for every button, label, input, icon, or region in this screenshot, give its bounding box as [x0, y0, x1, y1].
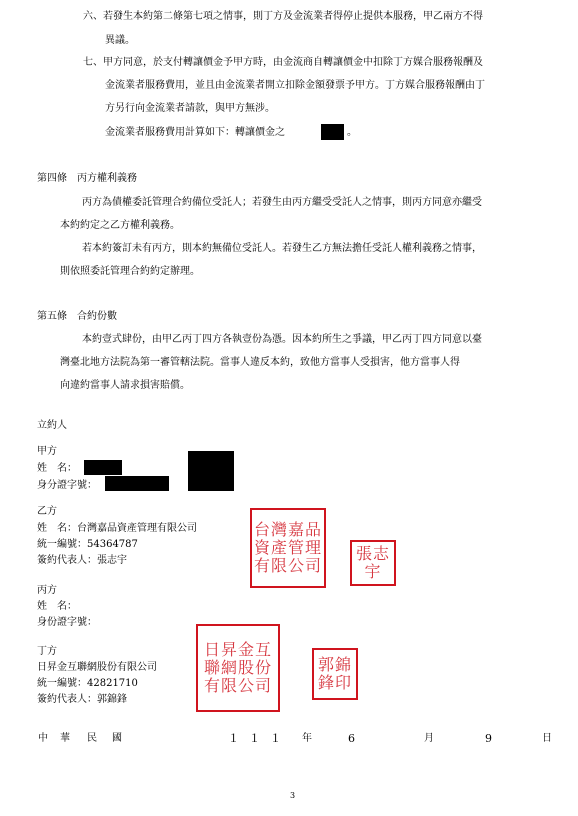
- party-d-personal-seal-text: 郭錦鋒印: [317, 655, 352, 692]
- party-d-label: 丁方: [37, 646, 57, 657]
- party-d-company-seal: [196, 624, 280, 712]
- date-day-label: 日: [542, 733, 552, 744]
- signing-date: [0, 733, 578, 747]
- date-year-label: 年: [302, 733, 312, 744]
- section-5-para-1c: 向違約當事人請求損害賠償。: [60, 380, 190, 391]
- party-a-name-label: 姓 名：: [37, 463, 77, 474]
- party-b-company-seal: [250, 508, 326, 588]
- date-char-4: 國: [112, 733, 122, 744]
- party-b-name: 姓 名：台灣嘉品資產管理有限公司: [37, 523, 197, 534]
- fee-calculation-line: 金流業者服務費用計算如下：轉讓價金之: [105, 127, 285, 138]
- party-b-company-seal-text: 台灣嘉品資產管理有限公司: [253, 520, 322, 575]
- section-5-para-1a: 本約壹式肆份，由甲乙丙丁四方各執壹份為憑。因本約所生之爭議，甲乙丙丁四方同意以臺: [82, 334, 482, 345]
- section-5-title: 第五條 合約份數: [37, 311, 117, 322]
- date-char-2: 華: [60, 733, 70, 744]
- clause-item-6: 六、若發生本約第二條第七項之情事，則丁方及金流業者得停止提供本服務，甲乙兩方不得: [83, 11, 483, 22]
- fee-line-end: 。: [347, 127, 357, 138]
- redacted-party-a-seal: [188, 451, 234, 491]
- date-char-1: 中: [38, 733, 48, 744]
- party-d-personal-seal: [312, 648, 358, 700]
- section-4-title: 第四條 丙方權利義務: [37, 173, 137, 184]
- party-b-personal-seal-text: 張志宇: [355, 544, 390, 581]
- clause-item-7: 七、甲方同意，於支付轉讓價金予甲方時，由金流商自轉讓價金中扣除丁方媒合服務報酬及: [83, 57, 483, 68]
- party-d-name: 日昇金互聯網股份有限公司: [37, 662, 157, 673]
- section-5-para-1b: 灣臺北地方法院為第一審管轄法院。當事人違反本約，致他方當事人受損害，他方當事人得: [60, 357, 460, 368]
- party-b-representative: 簽約代表人：張志宇: [37, 555, 127, 566]
- clause-item-7-continued-1: 金流業者服務費用，並且由金流業者開立扣除金額發票予甲方。丁方媒合服務報酬由丁: [105, 80, 485, 91]
- party-c-id-label: 身份證字號：: [37, 617, 97, 628]
- redacted-party-a-id: [105, 476, 169, 491]
- redacted-party-a-name: [84, 460, 122, 475]
- section-4-para-2b: 則依照委託管理合約約定辦理。: [60, 266, 200, 277]
- party-c-name-label: 姓 名：: [37, 601, 77, 612]
- section-4-para-1b: 本約約定之乙方權利義務。: [60, 220, 180, 231]
- party-b-label: 乙方: [37, 506, 57, 517]
- page-number: 3: [290, 791, 296, 800]
- date-month: 6: [348, 732, 355, 745]
- date-day: 9: [485, 732, 492, 745]
- section-4-para-1a: 丙方為債權委託管理合約備位受託人；若發生由丙方繼受受託人之情事，則丙方同意亦繼受: [82, 197, 482, 208]
- party-b-personal-seal: [350, 540, 396, 586]
- party-d-representative: 簽約代表人：郭錦鋒: [37, 694, 127, 705]
- redacted-fee-rate: [321, 124, 344, 140]
- party-d-tax-id: 統一編號：42821710: [37, 678, 138, 689]
- section-4-para-2a: 若本約簽訂未有丙方，則本約無備位受託人。若發生乙方無法擔任受託人權利義務之情事，: [82, 243, 482, 254]
- date-char-3: 民: [87, 733, 97, 744]
- date-month-label: 月: [424, 733, 434, 744]
- clause-item-7-continued-2: 方另行向金流業者請款，與甲方無涉。: [105, 103, 275, 114]
- party-c-label: 丙方: [37, 585, 57, 596]
- date-year: １１１: [228, 732, 291, 745]
- party-a-label: 甲方: [37, 446, 57, 457]
- party-a-id-label: 身分證字號：: [37, 480, 97, 491]
- party-d-company-seal-text: 日昇金互聯網股份有限公司: [203, 640, 272, 695]
- party-b-tax-id: 統一編號：54364787: [37, 539, 138, 550]
- clause-item-6-continued: 異議。: [105, 35, 135, 46]
- signatories-heading: 立約人: [37, 420, 67, 431]
